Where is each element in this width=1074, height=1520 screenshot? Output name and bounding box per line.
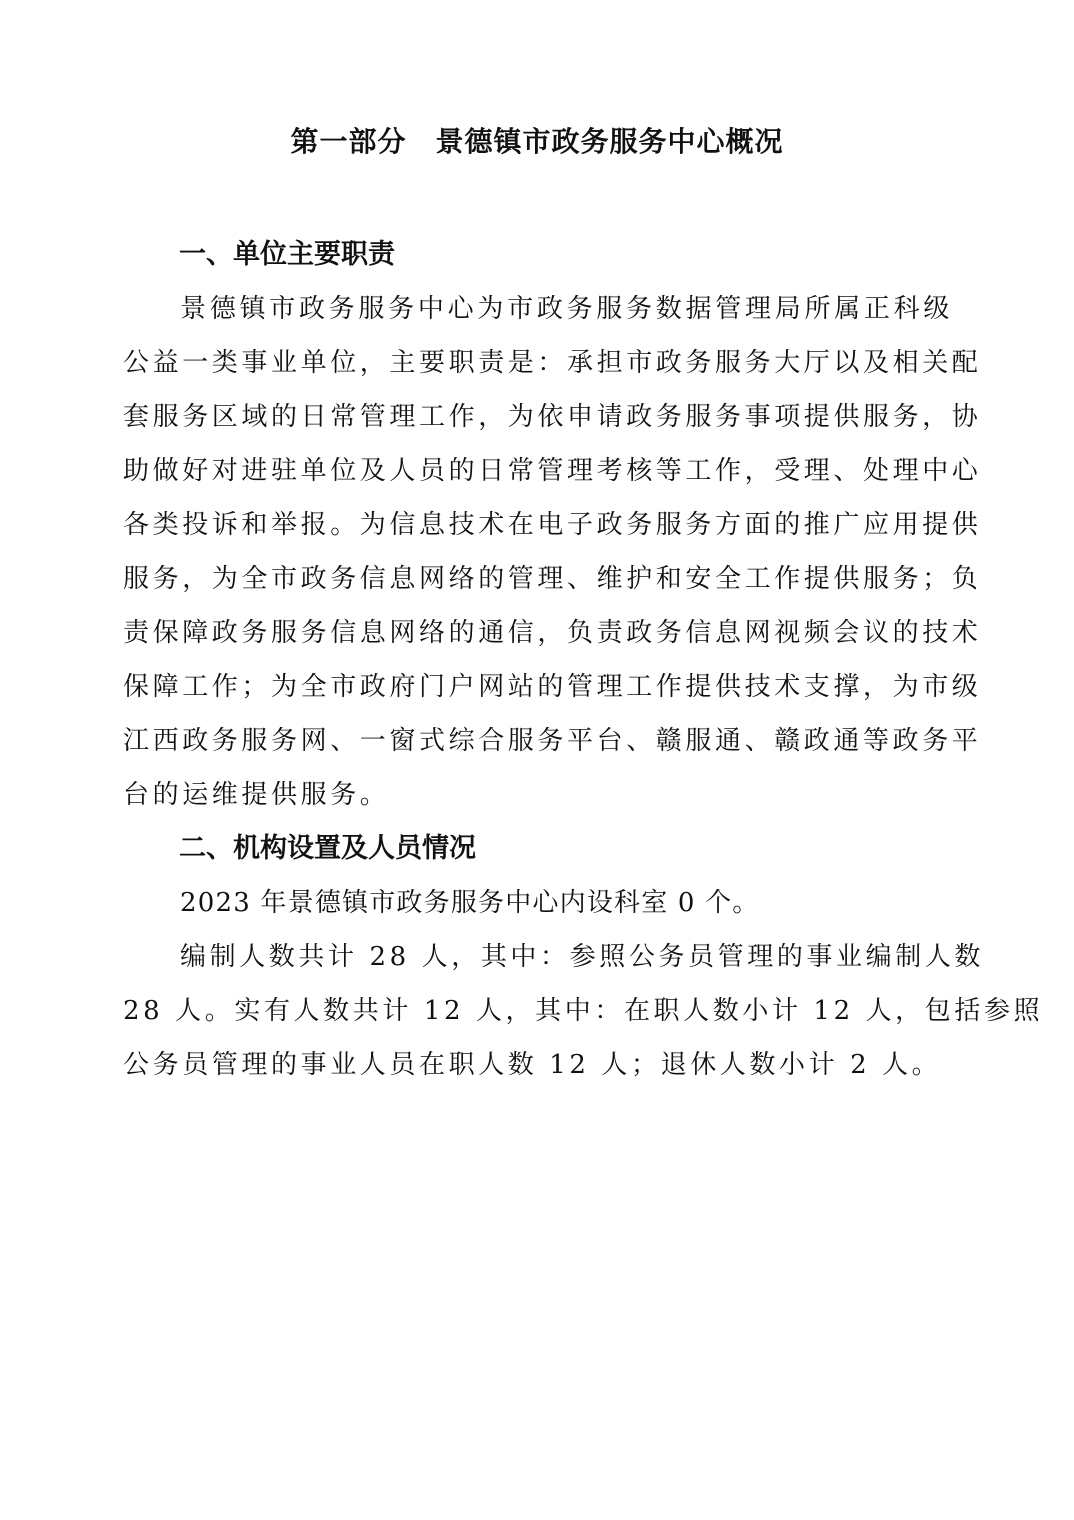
paragraph-line: 编制人数共计 28 人，其中：参照公务员管理的事业编制人数 xyxy=(180,942,985,972)
paragraph-line: 2023 年景德镇市政务服务中心内设科室 0 个。 xyxy=(180,888,760,918)
paragraph-line: 景德镇市政务服务中心为市政务服务数据管理局所属正科级 xyxy=(180,294,953,324)
paragraph-line: 江西政务服务网、一窗式综合服务平台、赣服通、赣政通等政务平 xyxy=(123,726,982,756)
section-duties xyxy=(123,228,982,822)
section-heading: 一、单位主要职责 xyxy=(179,239,395,270)
paragraph xyxy=(123,876,953,930)
paragraph xyxy=(123,282,982,822)
paragraph-line: 助做好对进驻单位及人员的日常管理考核等工作，受理、处理中心 xyxy=(123,456,982,486)
paragraph-line: 各类投诉和举报。为信息技术在电子政务服务方面的推广应用提供 xyxy=(123,510,982,540)
section-heading: 二、机构设置及人员情况 xyxy=(179,833,476,864)
paragraph-line: 保障工作；为全市政府门户网站的管理工作提供技术支撑，为市级 xyxy=(123,672,982,702)
paragraph xyxy=(123,930,1044,1092)
paragraph-line: 公务员管理的事业人员在职人数 12 人；退休人数小计 2 人。 xyxy=(123,1050,942,1080)
paragraph-line: 套服务区域的日常管理工作，为依申请政务服务事项提供服务，协 xyxy=(123,402,982,432)
paragraph-line: 28 人。实有人数共计 12 人，其中：在职人数小计 12 人，包括参照 xyxy=(123,996,1044,1026)
paragraph-line: 服务，为全市政务信息网络的管理、维护和安全工作提供服务；负 xyxy=(123,564,982,594)
paragraph-line: 台的运维提供服务。 xyxy=(123,780,390,810)
paragraph-line: 责保障政务服务信息网络的通信，负责政务信息网视频会议的技术 xyxy=(123,618,982,648)
section-organization xyxy=(123,822,1044,1092)
paragraph-line: 公益一类事业单位，主要职责是：承担市政务服务大厅以及相关配 xyxy=(123,348,982,378)
page-title: 第一部分 景德镇市政务服务中心概况 xyxy=(290,125,784,158)
document-body xyxy=(123,228,1044,1092)
